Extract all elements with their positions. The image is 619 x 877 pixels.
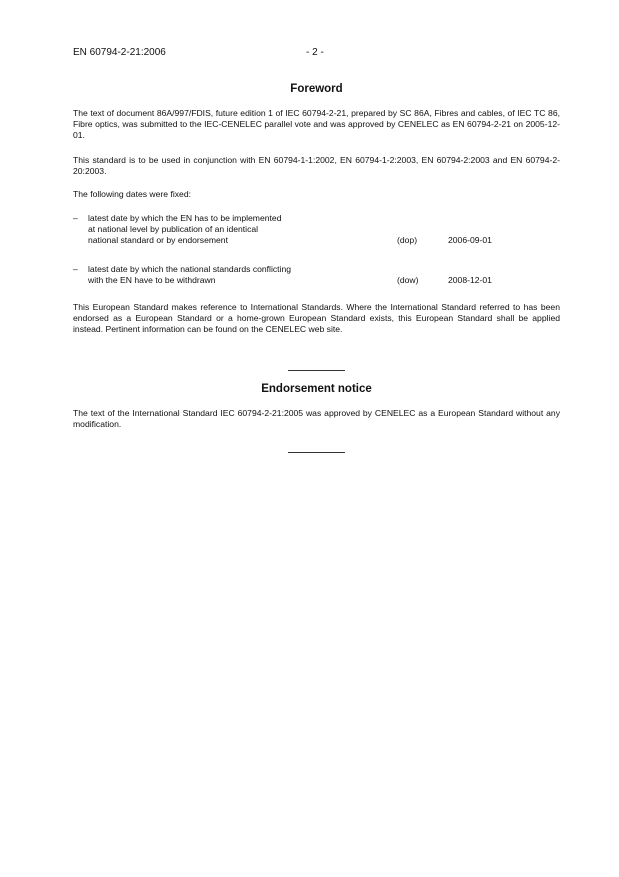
foreword-title: Foreword <box>290 83 343 95</box>
foreword-paragraph-2: This standard is to be used in conjunction with EN 60794-1-1:2002, EN 60794-1-2:2003, EN 60794-2:2003 and EN 60794-2-20:2003. <box>73 155 560 176</box>
date-item-dop-text <box>88 213 388 246</box>
date-item-line: latest date by which the EN has to be implemented <box>88 213 282 223</box>
list-bullet: – <box>73 213 78 223</box>
section-divider <box>288 452 345 453</box>
date-item-line: with the EN have to be withdrawn <box>88 275 216 285</box>
date-item-dop-abbr: (dop) <box>397 235 418 245</box>
list-bullet: – <box>73 264 78 274</box>
date-item-dow-abbr: (dow) <box>397 275 419 285</box>
document-id: EN 60794-2-21:2006 <box>73 47 166 58</box>
endorsement-title: Endorsement notice <box>261 383 372 395</box>
date-item-dow-date: 2008-12-01 <box>448 275 492 285</box>
foreword-paragraph-3: The following dates were fixed: <box>73 189 191 199</box>
date-item-line: latest date by which the national standards conflicting <box>88 264 292 274</box>
foreword-paragraph-4: This European Standard makes reference to International Standards. Where the International Standard referred to has been endorsed as a European Standard or a home-grown European Standard exists, this European Standard shall be applied instead. Pertinent information can be found on the CENELEC web site. <box>73 302 560 334</box>
section-divider <box>288 370 345 371</box>
date-item-line: at national level by publication of an identical <box>88 224 259 234</box>
endorsement-paragraph: The text of the International Standard IEC 60794-2-21:2005 was approved by CENELEC as a European Standard without any modification. <box>73 408 560 429</box>
date-item-dow-text <box>88 264 388 286</box>
page-number: - 2 - <box>306 47 324 58</box>
foreword-paragraph-1: The text of document 86A/997/FDIS, future edition 1 of IEC 60794-2-21, prepared by SC 86A, Fibres and cables, of IEC TC 86, Fibre optics, was submitted to the IEC-CENELEC parallel vote and was approved by CENELEC as EN 60794-2-21 on 2005-12-01. <box>73 108 560 140</box>
date-item-line: national standard or by endorsement <box>88 235 228 245</box>
date-item-dop-date: 2006-09-01 <box>448 235 492 245</box>
